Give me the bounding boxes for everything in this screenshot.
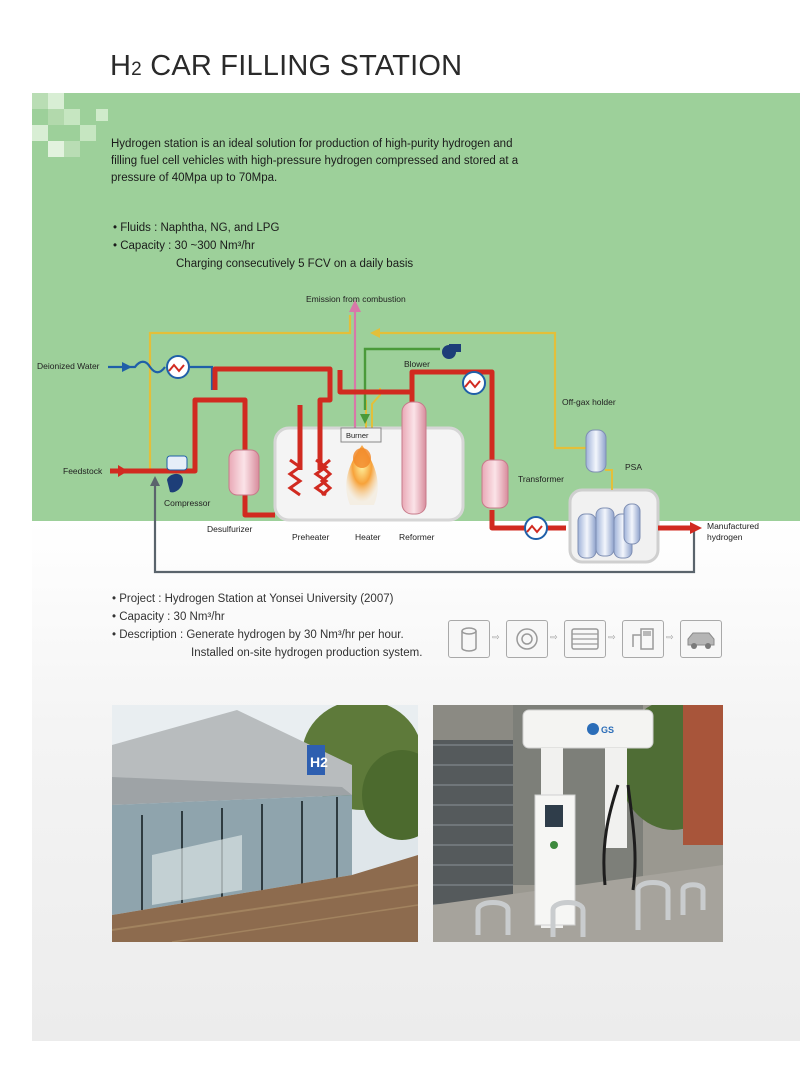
heat-exchanger-1 (167, 356, 189, 378)
feedstock-arrow (118, 465, 128, 477)
description-line-2: Installed on-site hydrogen production system. (191, 647, 423, 659)
project-line: • Project : Hydrogen Station at Yonsei University (2007) (112, 593, 394, 605)
ring-icon (506, 620, 548, 658)
heat-exchanger-2 (463, 372, 485, 394)
label-compressor: Compressor (164, 498, 211, 508)
spec-capacity-note: Charging consecutively 5 FCV on a daily basis (176, 258, 414, 270)
dispenser-photo (433, 705, 723, 942)
label-feedstock: Feedstock (63, 466, 103, 476)
tank-icon (448, 620, 490, 658)
offgas-holder-vessel (586, 430, 606, 472)
description-line: • Description : Generate hydrogen by 30 Nm³/hr per hour. (112, 629, 404, 641)
page-title: H2 CAR FILLING STATION (110, 50, 463, 82)
capacity-line: • Capacity : 30 Nm³/hr (112, 611, 225, 623)
label-preheater: Preheater (292, 532, 330, 542)
label-manufactured: Manufactured (707, 521, 759, 531)
svg-text:H2: H2 (310, 754, 328, 770)
spec-capacity: • Capacity : 30 ~300 Nm³/hr (113, 240, 255, 252)
car-icon (680, 620, 722, 658)
output-arrow (690, 522, 702, 534)
label-deionized-water: Deionized Water (37, 361, 100, 371)
reformer-vessel (402, 402, 426, 514)
blower-icon (442, 344, 461, 359)
label-burner: Burner (346, 431, 369, 440)
label-reformer: Reformer (399, 532, 435, 542)
station-photo (112, 705, 418, 942)
heat-exchanger-3 (525, 517, 547, 539)
svg-text:GS: GS (601, 725, 615, 735)
label-desulfurizer: Desulfurizer (207, 524, 253, 534)
label-blower: Blower (404, 359, 430, 369)
label-transformer: Transformer (518, 474, 564, 484)
intro-text: Hydrogen station is an ideal solution for production of high-purity hydrogen and filling fuel cell vehicles with high-pressure hydrogen compressed and stored at a pressure of 40Mpa up to 70Mpa. (111, 138, 519, 184)
compressor-icon (167, 456, 187, 492)
stack-icon (564, 620, 606, 658)
water-line (108, 362, 165, 373)
transformer-vessel (482, 460, 508, 508)
label-psa: PSA (625, 462, 643, 472)
desulfurizer-vessel (229, 450, 259, 495)
label-offgas-holder: Off-gax holder (562, 397, 616, 407)
label-emission: Emission from combustion (306, 294, 406, 304)
pump-icon (622, 620, 664, 658)
label-hydrogen: hydrogen (707, 532, 743, 542)
label-heater: Heater (355, 532, 381, 542)
spec-fluids: • Fluids : Naphtha, NG, and LPG (113, 222, 280, 234)
